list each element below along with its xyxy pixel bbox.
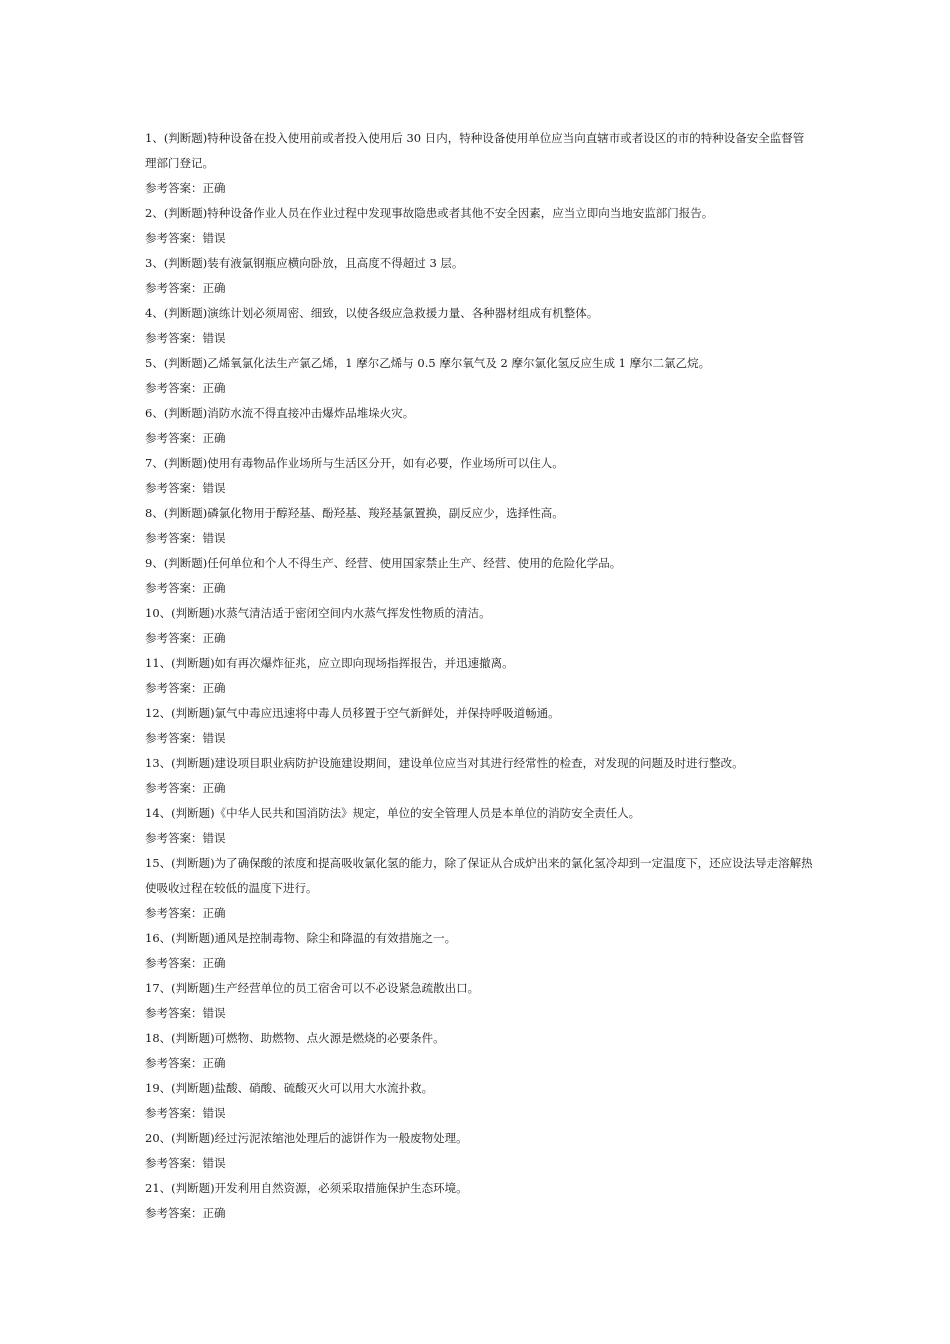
answer-text: 参考答案：错误 <box>145 1006 226 1020</box>
answer-text: 参考答案：正确 <box>145 181 226 195</box>
document-body <box>145 126 815 1226</box>
question-text: 9、(判断题)任何单位和个人不得生产、经营、使用国家禁止生产、经营、使用的危险化学品。 <box>145 556 622 570</box>
question-text: 3、(判断题)装有液氯钢瓶应横向卧放，且高度不得超过 3 层。 <box>145 256 464 270</box>
question-text: 4、(判断题)演练计划必须周密、细致，以使各级应急救援力量、各种器材组成有机整体。 <box>145 306 599 320</box>
answer-text: 参考答案：正确 <box>145 431 226 445</box>
question-text: 17、(判断题)生产经营单位的员工宿舍可以不必设紧急疏散出口。 <box>145 981 480 995</box>
question-text: 15、(判断题)为了确保酸的浓度和提高吸收氯化氢的能力，除了保证从合成炉出来的氯化氢冷却到一定温度下，还应设法导走溶解热使吸收过程在较低的温度下进行。 <box>145 856 813 895</box>
answer-text: 参考答案：错误 <box>145 231 226 245</box>
question-text: 14、(判断题)《中华人民共和国消防法》规定，单位的安全管理人员是本单位的消防安全责任人。 <box>145 806 641 820</box>
answer-text: 参考答案：错误 <box>145 331 226 345</box>
question-text: 16、(判断题)通风是控制毒物、除尘和降温的有效措施之一。 <box>145 931 457 945</box>
question-text: 2、(判断题)特种设备作业人员在作业过程中发现事故隐患或者其他不安全因素，应当立即向当地安监部门报告。 <box>145 206 714 220</box>
question-text: 12、(判断题)氯气中毒应迅速将中毒人员移置于空气新鲜处，并保持呼吸道畅通。 <box>145 706 560 720</box>
question-text: 20、(判断题)经过污泥浓缩池处理后的滤饼作为一般废物处理。 <box>145 1131 468 1145</box>
question-text: 5、(判断题)乙烯氧氯化法生产氯乙烯，1 摩尔乙烯与 0.5 摩尔氧气及 2 摩尔氯化氢反应生成 1 摩尔二氯乙烷。 <box>145 356 711 370</box>
answer-text: 参考答案：正确 <box>145 681 226 695</box>
answer-text: 参考答案：错误 <box>145 731 226 745</box>
answer-text: 参考答案：正确 <box>145 956 226 970</box>
answer-text: 参考答案：正确 <box>145 631 226 645</box>
answer-text: 参考答案：正确 <box>145 781 226 795</box>
answer-text: 参考答案：正确 <box>145 1206 226 1220</box>
answer-text: 参考答案：错误 <box>145 1156 226 1170</box>
answer-text: 参考答案：错误 <box>145 831 226 845</box>
answer-text: 参考答案：错误 <box>145 1106 226 1120</box>
question-text: 13、(判断题)建设项目职业病防护设施建设期间，建设单位应当对其进行经常性的检查，对发现的问题及时进行整改。 <box>145 756 744 770</box>
question-text: 8、(判断题)磷氯化物用于醇羟基、酚羟基、羧羟基氯置换，副反应少，选择性高。 <box>145 506 564 520</box>
answer-text: 参考答案：正确 <box>145 381 226 395</box>
question-text: 6、(判断题)消防水流不得直接冲击爆炸品堆垛火灾。 <box>145 406 415 420</box>
question-text: 19、(判断题)盐酸、硝酸、硫酸灭火可以用大水流扑救。 <box>145 1081 434 1095</box>
answer-text: 参考答案：正确 <box>145 906 226 920</box>
question-text: 7、(判断题)使用有毒物品作业场所与生活区分开，如有必要，作业场所可以住人。 <box>145 456 564 470</box>
answer-text: 参考答案：错误 <box>145 531 226 545</box>
answer-text: 参考答案：错误 <box>145 481 226 495</box>
question-text: 11、(判断题)如有再次爆炸征兆，应立即向现场指挥报告，并迅速撤离。 <box>145 656 514 670</box>
question-text: 18、(判断题)可燃物、助燃物、点火源是燃烧的必要条件。 <box>145 1031 445 1045</box>
question-text: 21、(判断题)开发利用自然资源，必须采取措施保护生态环境。 <box>145 1181 468 1195</box>
answer-text: 参考答案：正确 <box>145 281 226 295</box>
answer-text: 参考答案：正确 <box>145 1056 226 1070</box>
question-text: 10、(判断题)水蒸气清洁适于密闭空间内水蒸气挥发性物质的清洁。 <box>145 606 491 620</box>
question-text: 1、(判断题)特种设备在投入使用前或者投入使用后 30 日内，特种设备使用单位应当向直辖市或者设区的市的特种设备安全监督管理部门登记。 <box>145 131 805 170</box>
answer-text: 参考答案：正确 <box>145 581 226 595</box>
